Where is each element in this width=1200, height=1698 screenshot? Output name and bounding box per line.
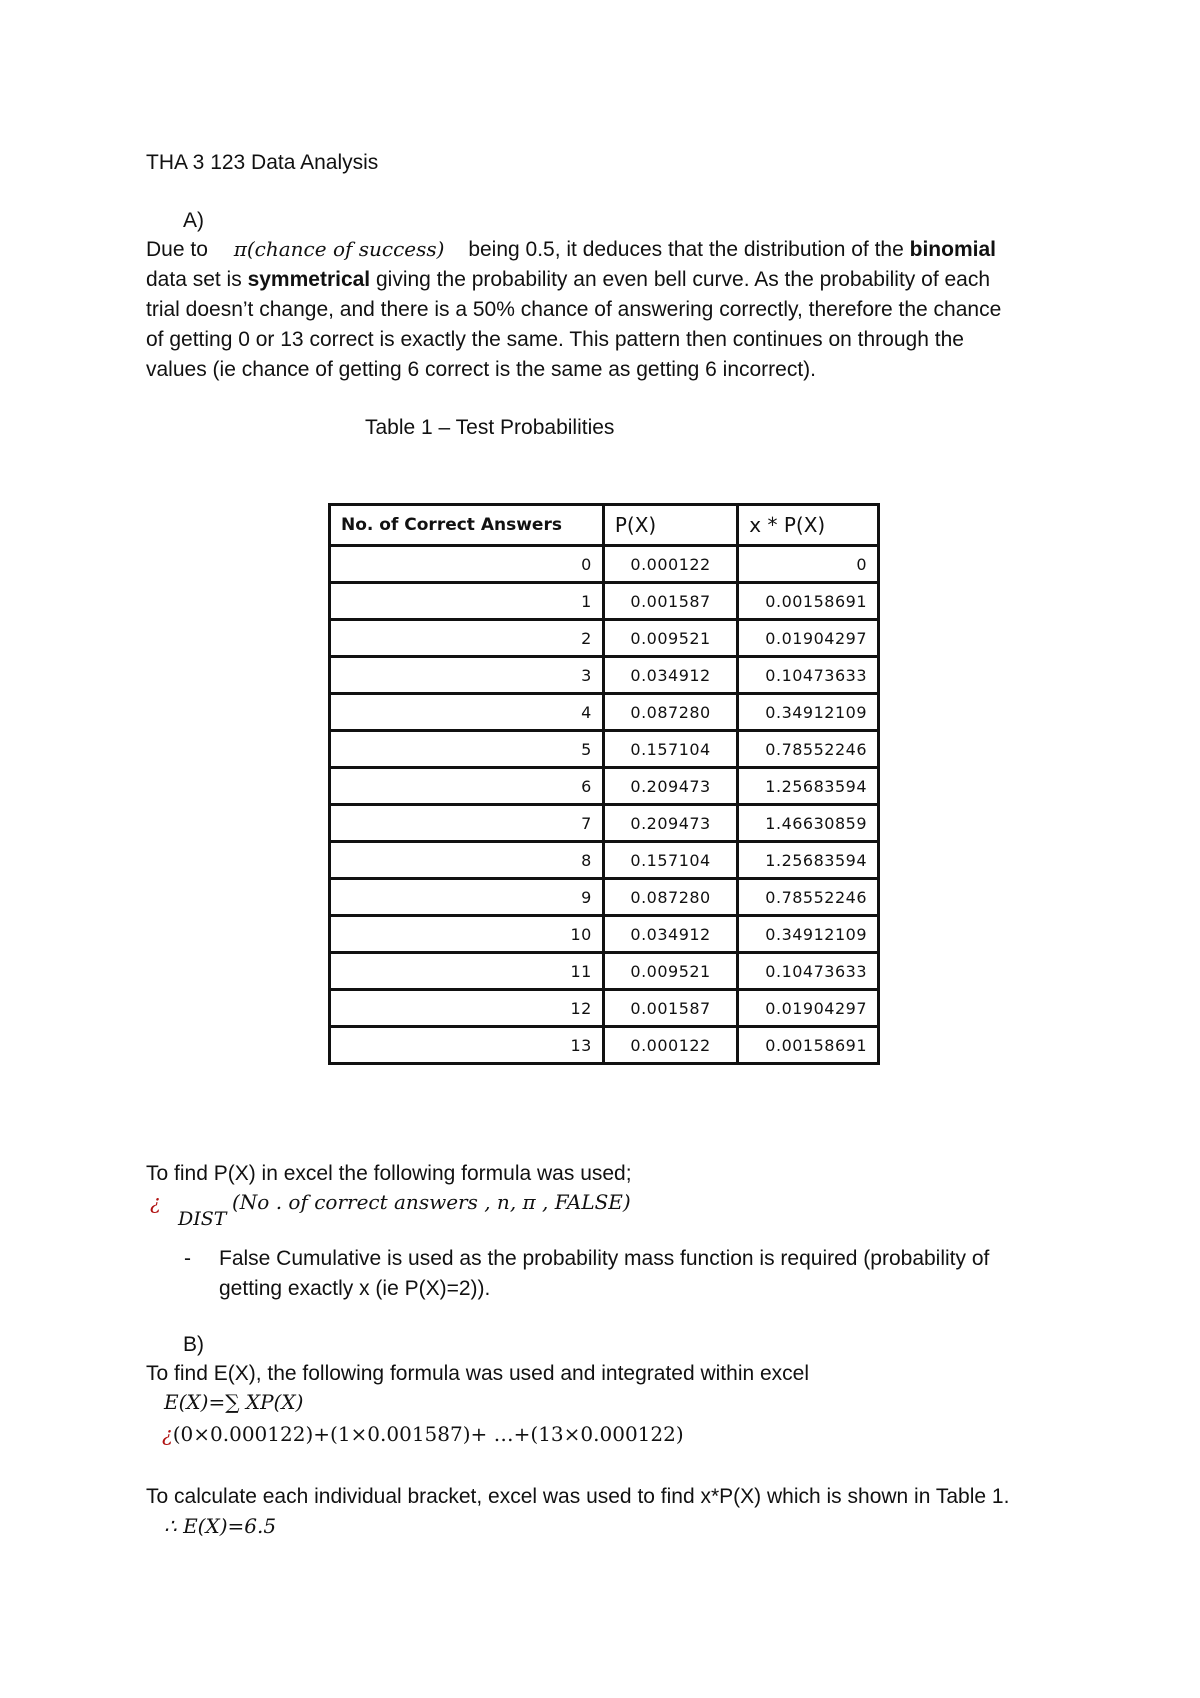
cell-px: 0.209473 — [603, 805, 737, 842]
probability-table — [328, 503, 880, 1065]
paragraph-line-3: trial doesn’t change, and there is a 50% chance of answering correctly, therefore the chance — [146, 298, 1002, 321]
table-row — [330, 805, 879, 842]
cell-px: 0.087280 — [603, 879, 737, 916]
cell-correct-answers: 10 — [330, 916, 604, 953]
px-formula-sub: DIST — [178, 1208, 227, 1230]
bullet-dash: - — [184, 1247, 191, 1270]
cell-px: 0.000122 — [603, 1027, 737, 1064]
cell-correct-answers: 9 — [330, 879, 604, 916]
cell-correct-answers: 13 — [330, 1027, 604, 1064]
table-row — [330, 1027, 879, 1064]
paragraph-line-4: of getting 0 or 13 correct is exactly the same. This pattern then continues on through the — [146, 328, 964, 351]
cell-correct-answers: 4 — [330, 694, 604, 731]
px-formula-args: (No . of correct answers , n, π , FALSE) — [232, 1190, 631, 1214]
cell-x-px: 0.10473633 — [738, 657, 879, 694]
cell-x-px: 0.78552246 — [738, 731, 879, 768]
table-row — [330, 583, 879, 620]
section-a-label: A) — [183, 209, 204, 232]
cell-correct-answers: 1 — [330, 583, 604, 620]
header-px: P(X) — [603, 505, 737, 546]
cell-x-px: 0.10473633 — [738, 953, 879, 990]
cell-correct-answers: 11 — [330, 953, 604, 990]
cell-px: 0.001587 — [603, 990, 737, 1027]
table-row — [330, 694, 879, 731]
cell-correct-answers: 8 — [330, 842, 604, 879]
chance-of-success-math: π(chance of success) — [233, 237, 445, 261]
expectation-result: ∴ E(X)=6.5 — [164, 1514, 277, 1538]
cell-px: 0.209473 — [603, 768, 737, 805]
cell-x-px: 1.25683594 — [738, 768, 879, 805]
px-formula-intro: To find P(X) in excel the following formula was used; — [146, 1162, 632, 1185]
table-row — [330, 990, 879, 1027]
table-row — [330, 842, 879, 879]
table-row — [330, 657, 879, 694]
section-b-intro: To find E(X), the following formula was used and integrated within excel — [146, 1362, 810, 1385]
cell-px: 0.001587 — [603, 583, 737, 620]
bullet-line-2: getting exactly x (ie P(X)=2)). — [219, 1277, 491, 1300]
binomial-bold: binomial — [909, 238, 996, 261]
bell-curve-text: giving the probability an even bell curve. As the probability of each — [370, 268, 991, 291]
cell-correct-answers: 7 — [330, 805, 604, 842]
cell-x-px: 0.00158691 — [738, 1027, 879, 1064]
cell-correct-answers: 2 — [330, 620, 604, 657]
table-row — [330, 731, 879, 768]
cell-x-px: 1.46630859 — [738, 805, 879, 842]
table-row — [330, 620, 879, 657]
cell-correct-answers: 5 — [330, 731, 604, 768]
expectation-expansion — [162, 1422, 684, 1446]
table-row — [330, 546, 879, 583]
expansion-terms: (0×0.000122)+(1×0.001587)+ …+(13×0.000122) — [172, 1422, 684, 1446]
px-formula — [150, 1190, 710, 1240]
cell-px: 0.087280 — [603, 694, 737, 731]
paragraph-line-2 — [146, 265, 1066, 295]
cell-x-px: 0.34912109 — [738, 916, 879, 953]
table-header-row — [330, 505, 879, 546]
header-x-px: x * P(X) — [738, 505, 879, 546]
paragraph-line-5: values (ie chance of getting 6 correct is the same as getting 6 incorrect). — [146, 358, 817, 381]
cell-x-px: 0.78552246 — [738, 879, 879, 916]
cell-correct-answers: 12 — [330, 990, 604, 1027]
due-to-text: Due to — [146, 238, 208, 261]
document-title: THA 3 123 Data Analysis — [146, 151, 379, 174]
bullet-line-1: False Cumulative is used as the probability mass function is required (probability of — [219, 1247, 990, 1270]
table-row — [330, 916, 879, 953]
cell-px: 0.009521 — [603, 620, 737, 657]
cell-px: 0.034912 — [603, 657, 737, 694]
cell-px: 0.157104 — [603, 842, 737, 879]
cell-x-px: 0.01904297 — [738, 990, 879, 1027]
cell-x-px: 0.34912109 — [738, 694, 879, 731]
cell-px: 0.034912 — [603, 916, 737, 953]
cell-x-px: 1.25683594 — [738, 842, 879, 879]
cell-px: 0.000122 — [603, 546, 737, 583]
data-set-text: data set is — [146, 268, 248, 291]
cell-x-px: 0 — [738, 546, 879, 583]
table-row — [330, 953, 879, 990]
table-row — [330, 768, 879, 805]
cell-px: 0.157104 — [603, 731, 737, 768]
table-row — [330, 879, 879, 916]
cell-correct-answers: 0 — [330, 546, 604, 583]
section-a-paragraph — [146, 234, 1066, 385]
table-caption: Table 1 – Test Probabilities — [365, 416, 615, 439]
being-text: being 0.5, it deduces that the distribution of the — [468, 238, 910, 261]
expectation-formula: E(X)=∑ XP(X) — [164, 1390, 304, 1414]
cell-x-px: 0.00158691 — [738, 583, 879, 620]
cell-px: 0.009521 — [603, 953, 737, 990]
expansion-lead: ¿ — [162, 1422, 173, 1446]
section-b-label: B) — [183, 1333, 204, 1356]
px-formula-lead: ¿ — [150, 1190, 161, 1214]
calc-note: To calculate each individual bracket, excel was used to find x*P(X) which is shown in Table 1. — [146, 1485, 1010, 1508]
cell-x-px: 0.01904297 — [738, 620, 879, 657]
cell-correct-answers: 6 — [330, 768, 604, 805]
header-correct-answers: No. of Correct Answers — [330, 505, 604, 546]
paragraph-line-1 — [146, 234, 1066, 265]
symmetrical-bold: symmetrical — [247, 268, 371, 291]
cell-correct-answers: 3 — [330, 657, 604, 694]
